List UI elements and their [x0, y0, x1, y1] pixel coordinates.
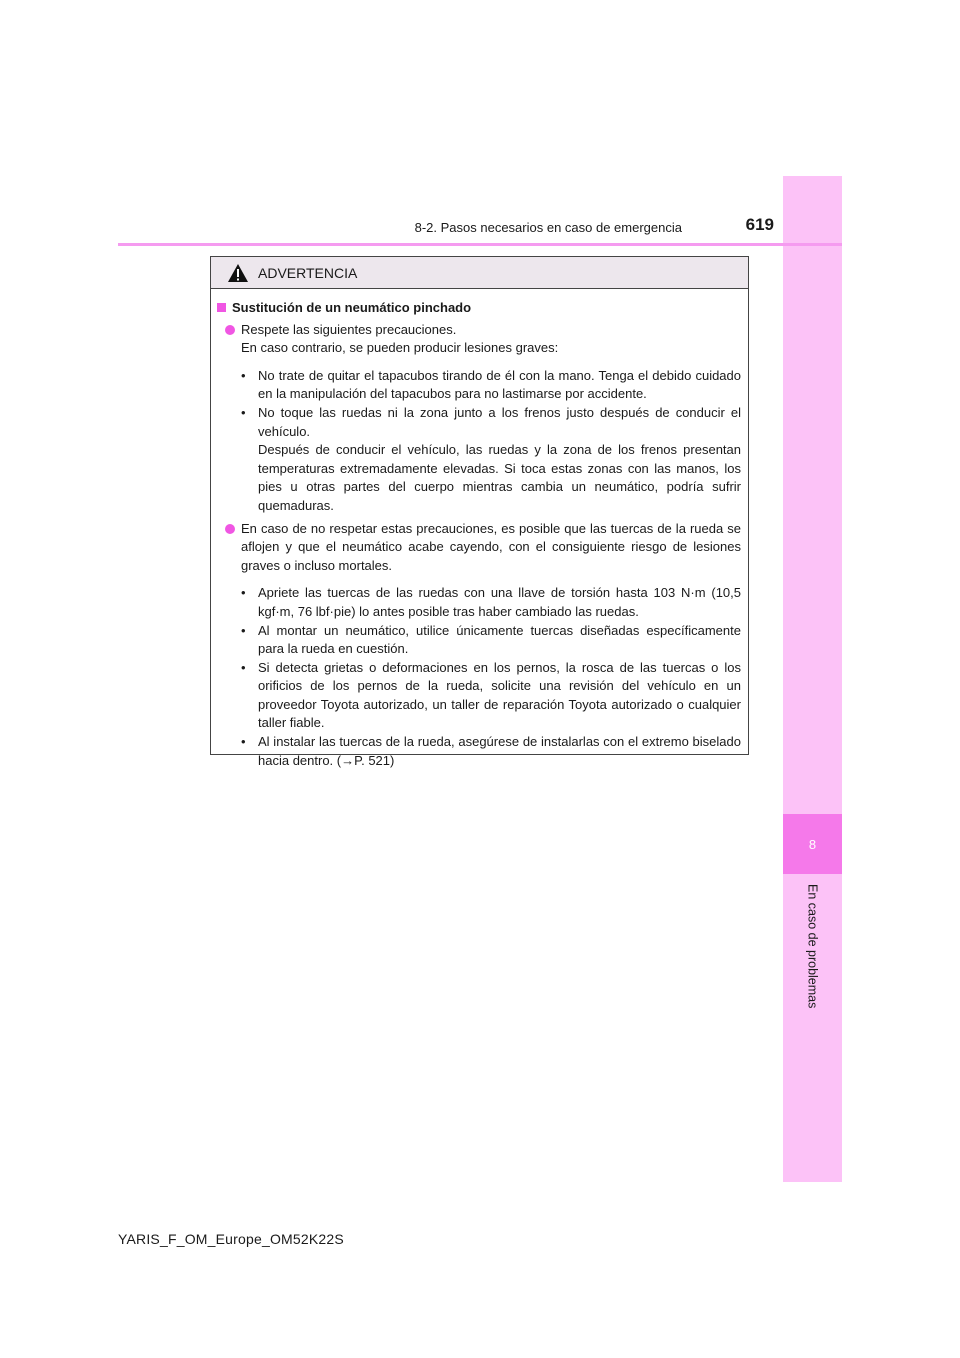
bullet-text: Al instalar las tuercas de la rueda, asegúrese de instalarlas con el extremo biselado hacia dentro. (→P. 521) — [258, 734, 741, 768]
bullet-text: Después de conducir el vehículo, las ruedas y la zona de los frenos presentan temperaturas extremadamente elevadas. Si toca estas zonas con las manos, los pies u otras partes del cuerpo mientras cambia un neumático, podría sufrir quemaduras. — [258, 442, 741, 513]
list-item: • Al montar un neumático, utilice únicamente tuercas diseñadas específicamente para la rueda en cuestión. — [241, 622, 741, 659]
square-bullet-icon — [217, 303, 226, 312]
chapter-title: En caso de problemas — [805, 884, 820, 1009]
item-text: En caso contrario, se pueden producir lesiones graves: — [241, 340, 559, 356]
chapter-number: 8 — [783, 814, 842, 874]
bullet-text: No toque las ruedas ni la zona junto a los frenos justo después de conducir el vehículo. — [258, 404, 741, 439]
item-text: Respete las siguientes precauciones. — [241, 321, 457, 337]
page-number: 619 — [745, 215, 774, 234]
header-divider — [118, 243, 842, 246]
list-item: • Al instalar las tuercas de la rueda, asegúrese de instalarlas con el extremo biselado hacia dentro. (→P. 521) — [241, 733, 741, 770]
header-section-title: 8-2. Pasos necesarios en caso de emergencia — [414, 220, 682, 235]
bullet-text: Al montar un neumático, utilice únicamente tuercas diseñadas específicamente para la rueda en cuestión. — [258, 622, 741, 657]
section-heading — [217, 299, 741, 318]
item-text: En caso de no respetar estas precauciones, es posible que las tuercas de la rueda se aflojen y que el neumático acabe cayendo, con el consiguiente riesgo de lesiones graves o incluso mortales. — [241, 520, 741, 573]
list-item: • No toque las ruedas ni la zona junto a los frenos justo después de conducir el vehículo. Después de conducir el vehículo, las ruedas y la zona de los frenos presentan temperaturas extremadamente elevadas. Si toca estas zonas con las manos, los pies u otras partes del cuerpo mientras cambia un neumático, podría sufrir quemaduras. — [241, 404, 741, 516]
list-item — [217, 321, 741, 358]
bullet-text: Apriete las tuercas de las ruedas con una llave de torsión hasta 103 N·m (10,5 kgf·m, 76 lbf·pie) lo antes posible tras haber cambiado las ruedas. — [258, 585, 741, 619]
bullet-text: Si detecta grietas o deformaciones en los pernos, la rosca de las tuercas o los orificios de los pernos de la rueda, solicite una revisión del vehículo en un proveedor Toyota autorizado, un taller de reparación Toyota autorizado o cualquier taller fiable. — [258, 659, 741, 731]
document-id: YARIS_F_OM_Europe_OM52K22S — [118, 1231, 344, 1247]
bullet-list — [241, 367, 741, 516]
bullet-text: No trate de quitar el tapacubos tirando de él con la mano. Tenga el debido cuidado en la manipulación del tapacubos para no lastimarse por accidente. — [258, 367, 741, 402]
warning-body — [211, 289, 748, 770]
list-item: • No trate de quitar el tapacubos tirando de él con la mano. Tenga el debido cuidado en la manipulación del tapacubos para no lastimarse por accidente. — [241, 367, 741, 404]
warning-box — [210, 256, 749, 768]
list-item: • Si detecta grietas o deformaciones en los pernos, la rosca de las tuercas o los orificios de los pernos de la rueda, solicite una revisión del vehículo en un proveedor Toyota autorizado, un taller de reparación Toyota autorizado o cualquier taller fiable. — [241, 659, 741, 733]
circle-bullet-icon — [225, 325, 235, 335]
bullet-list — [241, 584, 741, 770]
chapter-side-tab — [783, 176, 842, 1182]
list-item — [217, 520, 741, 576]
warning-title: ADVERTENCIA — [258, 264, 358, 281]
warning-header — [211, 257, 748, 289]
circle-bullet-icon — [225, 524, 235, 534]
warning-triangle-icon — [227, 263, 249, 283]
list-item: • Apriete las tuercas de las ruedas con una llave de torsión hasta 103 N·m (10,5 kgf·m, 76 lbf·pie) lo antes posible tras haber cambiado las ruedas. — [241, 584, 741, 621]
section-title: Sustitución de un neumático pinchado — [232, 300, 472, 315]
